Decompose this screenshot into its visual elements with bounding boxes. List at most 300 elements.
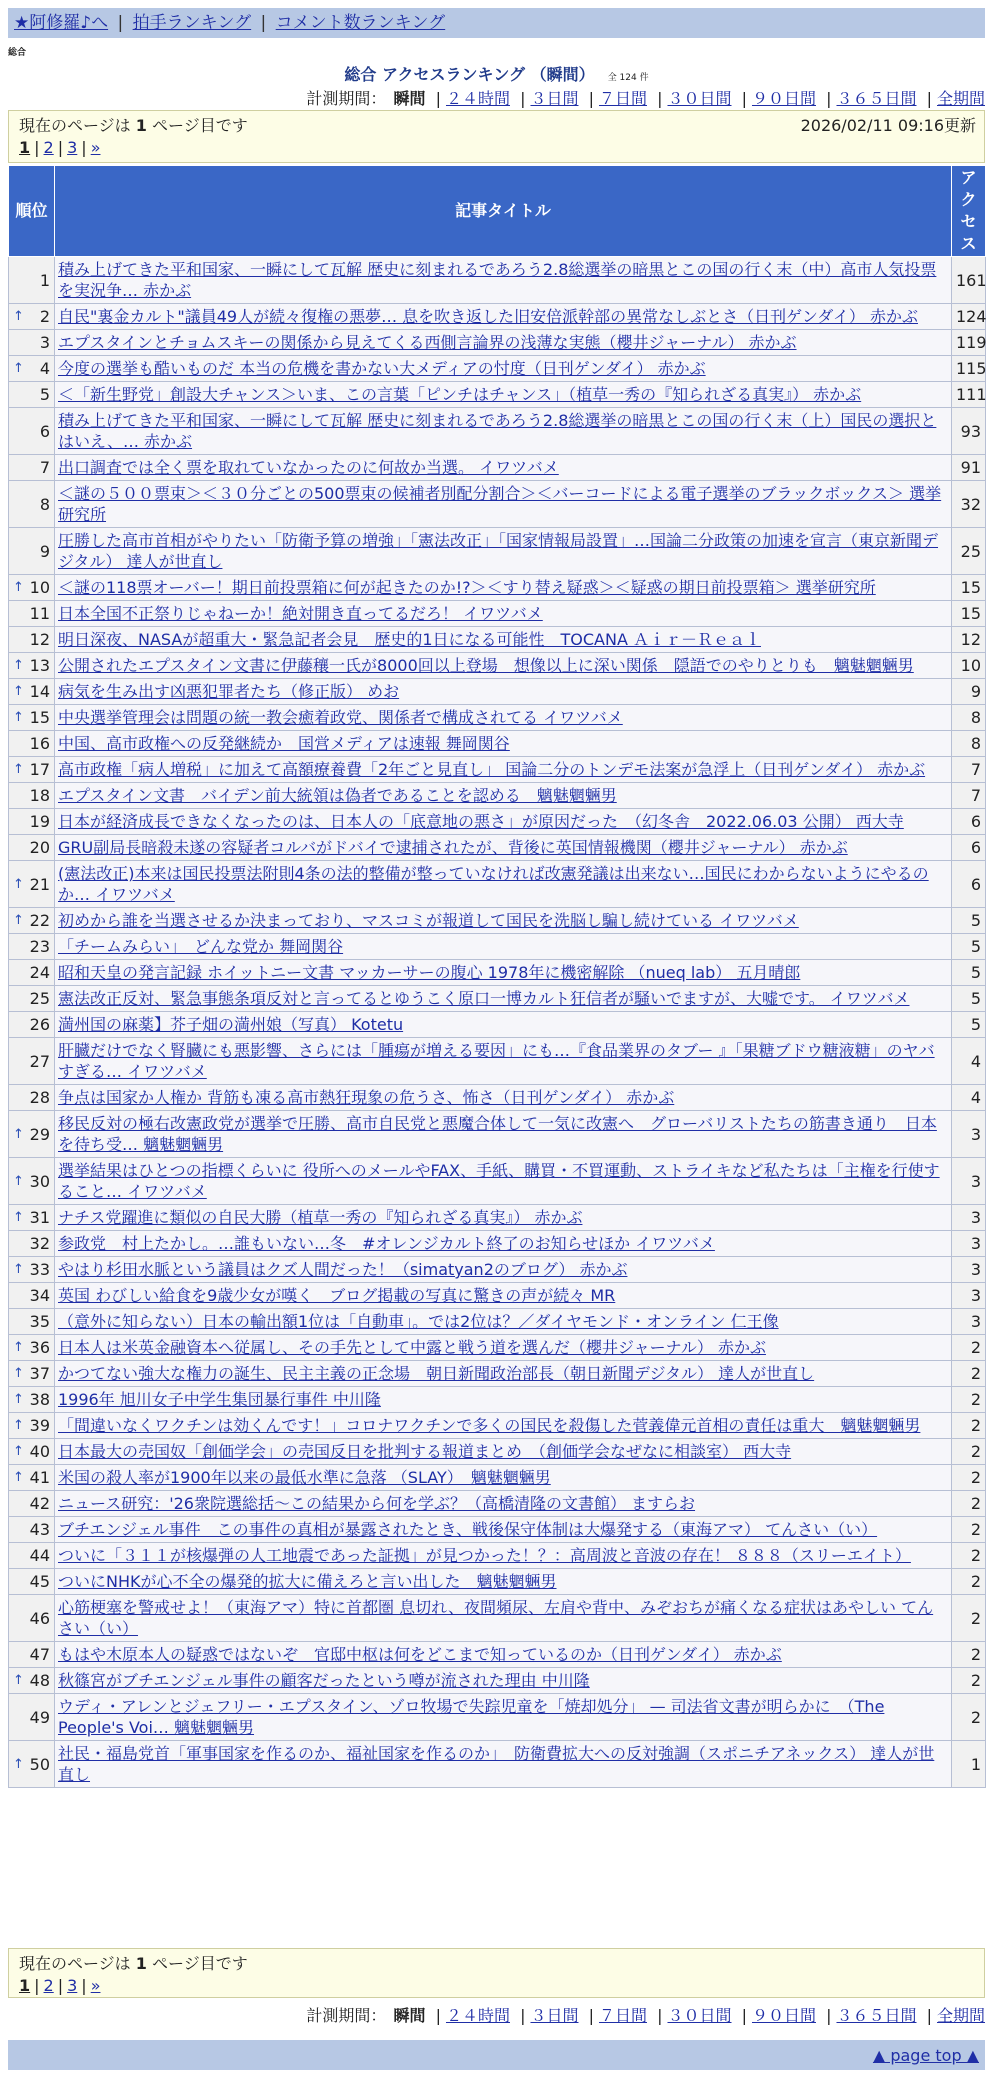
rank-cell [9,1387,55,1413]
rank-number: 46 [29,1608,50,1628]
access-count: 2 [952,1413,986,1439]
rank-cell [9,1413,55,1439]
title-cell [55,575,952,601]
table-row [9,1543,986,1569]
table-row [9,481,986,528]
period-selector-bottom: 計測期間： 瞬間 | ２４時間 | ３日間 | ７日間 | ３０日間 | ９０日間 | ３６５日間 | 全期間 [306,2006,985,2025]
access-count: 1 [952,1741,986,1788]
bottom-bar [8,2040,985,2070]
article-title-link[interactable]: 肝臓だけでなく腎臓にも悪影響、さらには「腫瘍が増える要因」にも…『食品業界のタブー 』「果糖ブドウ糖液糖」のヤバすぎる… イワツバメ [58,1041,935,1081]
rank-number: 20 [29,838,50,857]
article-title-link[interactable]: 「チームみらい」 どんな党か 舞岡関谷 [58,937,344,956]
article-title-link[interactable]: 英国 わびしい給食を9歳少女が嘆く ブログ掲載の写真に驚きの声が続々 MR [58,1286,616,1305]
article-title-link[interactable]: 選挙結果はひとつの指標くらいに 役所へのメールやFAX、手紙、購買・不買運動、ストライキなど私たちは「主権を行使すること… イワツバメ [58,1161,940,1201]
period-link-3d[interactable]: ３日間 [530,2006,579,2025]
title-cell [55,481,952,528]
rank-up-arrow-icon: ↑ [13,580,24,595]
title-cell [55,1439,952,1465]
rank-number: 44 [29,1546,50,1565]
article-title-link[interactable]: 憲法改正反対、緊急事態条項反対と言ってるとゆうこく原口一博カルト狂信者が騒いでますが、大嘘です。 イワツバメ [58,989,910,1008]
rank-cell [9,1741,55,1788]
title-cell [55,1085,952,1111]
rank-up-arrow-icon: ↑ [13,1262,24,1277]
article-title-link[interactable]: ナチス党躍進に類似の自民大勝（植草一秀の『知られざる真実』） 赤かぶ [58,1208,583,1227]
title-cell [55,304,952,330]
table-row [9,408,986,455]
rank-up-arrow-icon: ↑ [13,913,24,928]
article-title-link[interactable]: 社民・福島党首「軍事国家を作るのか、福祉国家を作るのか」 防衛費拡大への反対強調（スポニチアネックス） 達人が世直し [58,1744,935,1784]
table-row [9,1158,986,1205]
rank-cell [9,1642,55,1668]
period-label: 計測期間： [306,2006,387,2025]
rank-up-arrow-icon: ↑ [13,1340,24,1355]
rank-cell [9,1257,55,1283]
title-cell [55,356,952,382]
title-cell [55,1668,952,1694]
rank-number: 21 [29,874,50,894]
page-status: 現在のページは 1 ページ目です [19,1954,248,1973]
period-link-all[interactable]: 全期間 [936,2006,985,2025]
table-row [9,1517,986,1543]
rank-number: 15 [29,708,50,727]
title-cell [55,330,952,356]
article-title-link[interactable]: ＜謎の118票オーバー！期日前投票箱に何が起きたのか!?＞＜すり替え疑惑＞＜疑惑の期日前投票箱＞ 選挙研究所 [58,578,876,597]
table-row [9,356,986,382]
title-cell [55,1111,952,1158]
period-link-7d[interactable]: ７日間 [598,2006,647,2025]
article-title-link[interactable]: ニュース研究：'26衆院選総括～この結果から何を学ぶ？（高橋清隆の文書館） ますらお [58,1494,696,1513]
article-title-link[interactable]: 積み上げてきた平和国家、一瞬にして瓦解 歴史に刻まれるであろう2.8総選挙の暗黒とこの国の行く末（上）国民の選択とはいえ、… 赤かぶ [58,411,937,451]
table-row [9,1491,986,1517]
table-header-row [9,166,986,257]
period-link-all[interactable]: 全期間 [936,89,985,108]
rank-number: 48 [29,1671,50,1690]
access-count: 2 [952,1387,986,1413]
access-count: 2 [952,1595,986,1642]
title-cell [55,960,952,986]
rank-up-arrow-icon: ↑ [13,1366,24,1381]
table-row [9,257,986,304]
title-cell [55,861,952,908]
rank-number: 9 [39,541,50,561]
article-title-link[interactable]: エプスタイン文書 バイデン前大統領は偽者であることを認める 魑魅魍魎男 [58,786,617,805]
access-count: 8 [952,705,986,731]
rank-cell [9,575,55,601]
table-row [9,1085,986,1111]
rank-cell [9,731,55,757]
table-row [9,1569,986,1595]
title-cell [55,1335,952,1361]
title-cell [55,1569,952,1595]
header-rank: 順位 [9,166,55,257]
rank-number: 8 [39,494,50,514]
table-row [9,455,986,481]
article-title-link[interactable]: 出口調査では全く票を取れていなかったのに何故か当選。 イワツバメ [58,458,559,477]
rank-cell [9,1361,55,1387]
rank-cell [9,455,55,481]
table-row [9,1387,986,1413]
table-row [9,1595,986,1642]
article-title-link[interactable]: 明日深夜、NASAが超重大・緊急記者会見 歴史的1日になる可能性 TOCANA Ａｉｒ－Ｒｅａｌ [58,630,761,649]
table-row [9,653,986,679]
rank-cell [9,1491,55,1517]
rank-number: 34 [29,1286,50,1305]
article-title-link[interactable]: やはり杉田水脈という議員はクズ人間だった！（simatyan2のブログ） 赤かぶ [58,1260,628,1279]
nav-separator: | [117,13,124,33]
period-link-30d[interactable]: ３０日間 [667,89,732,108]
rank-cell [9,1668,55,1694]
title-cell [55,1012,952,1038]
article-title-link[interactable]: 移民反対の極右改憲政党が選挙で圧勝、高市自民党と悪魔合体して一気に改憲へ グローバリストたちの筋書き通り 日本を待ち受… 魑魅魍魎男 [58,1114,937,1154]
comment-ranking-link[interactable]: コメント数ランキング [275,13,446,33]
table-row [9,1439,986,1465]
access-count: 3 [952,1158,986,1205]
table-row [9,861,986,908]
rank-number: 24 [29,963,50,982]
table-row [9,1111,986,1158]
rank-cell [9,1038,55,1085]
rank-number: 30 [29,1171,50,1191]
title-cell [55,1465,952,1491]
rank-up-arrow-icon: ↑ [13,710,24,725]
article-title-link[interactable]: 日本最大の売国奴「創価学会」の売国反日を批判する報道まとめ （創価学会なぜなに相談室） 西大寺 [58,1442,792,1461]
current-page-number: 1 [135,1954,147,1973]
rank-cell [9,1569,55,1595]
period-link-3d[interactable]: ３日間 [530,89,579,108]
period-link-90d[interactable]: ９０日間 [751,89,816,108]
article-title-link[interactable]: 中国、高市政権への反発継続か 国営メディアは速報 舞岡関谷 [58,734,510,753]
table-row [9,601,986,627]
rank-cell [9,986,55,1012]
rank-up-arrow-icon: ↑ [13,1444,24,1459]
article-title-link[interactable]: ついに「３１１が核爆弾の人工地震であった証拠」が見つかった！？：高周波と音波の存在！ ８８８（スリーエイト） [58,1546,911,1565]
rank-number: 38 [29,1390,50,1409]
access-count: 25 [952,528,986,575]
title-cell [55,528,952,575]
table-row [9,1642,986,1668]
title-cell [55,757,952,783]
article-title-link[interactable]: かつてない強大な権力の誕生、民主主義の正念場 朝日新聞政治部長（朝日新聞デジタル） 達人が世直し [58,1364,815,1383]
article-title-link[interactable]: 中央選挙管理会は問題の統一教会癒着政党、関係者で構成されてる イワツバメ [58,708,623,727]
access-count: 12 [952,627,986,653]
rank-number: 10 [29,578,50,597]
rank-cell [9,809,55,835]
rank-number: 7 [39,458,50,477]
title-cell [55,627,952,653]
rank-number: 49 [29,1707,50,1727]
rank-number: 29 [29,1124,50,1144]
rank-cell [9,1111,55,1158]
access-count: 3 [952,1205,986,1231]
article-title-link[interactable]: 積み上げてきた平和国家、一瞬にして瓦解 歴史に刻まれるであろう2.8総選挙の暗黒とこの国の行く末（中）高市人気投票を実況争… 赤かぶ [58,260,937,300]
title-cell [55,1387,952,1413]
period-link-24h[interactable]: ２４時間 [445,89,510,108]
table-row [9,835,986,861]
page-link-3[interactable]: 3 [67,1976,78,1995]
access-count: 2 [952,1361,986,1387]
table-row [9,1335,986,1361]
article-title-link[interactable]: ブチエンジェル事件 この事件の真相が暴露されたとき、戦後保守体制は大爆発する（東海アマ） てんさい（い） [58,1520,878,1539]
rank-number: 32 [29,1234,50,1253]
table-row [9,304,986,330]
article-title-link[interactable]: 1996年 旭川女子中学生集団暴行事件 中川隆 [58,1390,381,1409]
article-title-link[interactable]: 今度の選挙も酷いものだ 本当の危機を書かない大メディアの忖度（日刊ゲンダイ） 赤かぶ [58,359,706,378]
ranking-heading [0,62,993,85]
home-link[interactable]: ★阿修羅♪へ [14,13,109,33]
access-count: 2 [952,1569,986,1595]
article-title-link[interactable]: （意外に知らない）日本の輸出額1位は「自動車」。では2位は？／ダイヤモンド・オンライン 仁王像 [58,1312,779,1331]
access-count: 3 [952,1231,986,1257]
page-link-current: 1 [19,1976,31,1995]
access-count: 115 [952,356,986,382]
article-title-link[interactable]: 日本が経済成長できなくなったのは、日本人の「底意地の悪さ」が原因だった （幻冬舎 2022.06.03 公開） 西大寺 [58,812,904,831]
rank-up-arrow-icon: ↑ [13,1673,24,1688]
page-link-3[interactable]: 3 [67,138,78,157]
ranking-table [8,165,986,1788]
rank-cell [9,861,55,908]
rank-number: 39 [29,1416,50,1435]
access-count: 2 [952,1517,986,1543]
rank-cell [9,528,55,575]
period-current: 瞬間 [393,89,426,108]
rank-number: 4 [39,359,50,378]
table-row [9,382,986,408]
access-count: 124 [952,304,986,330]
title-cell [55,783,952,809]
access-count: 32 [952,481,986,528]
rank-cell [9,1231,55,1257]
article-title-link[interactable]: 高市政権「病人増税」に加えて高額療養費「2年ごと見直し」 国論二分のトンデモ法案が急浮上（日刊ゲンダイ） 赤かぶ [58,760,926,779]
rank-cell [9,1085,55,1111]
period-selector-top: 計測期間： 瞬間 | ２４時間 | ３日間 | ７日間 | ３０日間 | ９０日間 | ３６５日間 | 全期間 [306,89,985,108]
rank-cell [9,1012,55,1038]
access-count: 2 [952,1335,986,1361]
article-title-link[interactable]: ついにNHKが心不全の爆発的拡大に備えろと言い出した 魑魅魍魎男 [58,1572,557,1591]
page-links: 1 | 2 | 3 | » [19,1976,101,1995]
title-cell [55,257,952,304]
article-title-link[interactable]: 米国の殺人率が1900年以来の最低水準に急落 （SLAY） 魑魅魍魎男 [58,1468,551,1487]
table-row [9,783,986,809]
access-count: 5 [952,1012,986,1038]
article-title-link[interactable]: 自民"裏金カルト"議員49人が続々復権の悪夢… 息を吹き返した旧安倍派幹部の異常なしぶとさ（日刊ゲンダイ） 赤かぶ [58,307,918,326]
article-title-link[interactable]: ＜謎の５００票束＞＜３０分ごとの500票束の候補者別配分割合＞＜バーコードによる電子選挙のブラックボックス＞ 選挙研究所 [58,484,942,524]
title-cell [55,1517,952,1543]
access-count: 3 [952,1257,986,1283]
table-row [9,1257,986,1283]
page-next-link[interactable]: » [90,1976,101,1995]
period-link-365d[interactable]: ３６５日間 [836,89,917,108]
page-links: 1 | 2 | 3 | » [19,138,101,157]
table-row [9,1205,986,1231]
period-link-365d[interactable]: ３６５日間 [836,2006,917,2025]
page-top-link[interactable]: ▲ page top ▲ [872,2046,979,2065]
period-current: 瞬間 [393,2006,426,2025]
article-title-link[interactable]: 昭和天皇の発言記録 ホイットニー文書 マッカーサーの腹心 1978年に機密解除 （nueq lab） 五月晴郎 [58,963,801,982]
rank-cell [9,1694,55,1741]
title-cell [55,1413,952,1439]
header-access: アクセス [952,166,986,257]
rank-cell [9,1158,55,1205]
article-title-link[interactable]: 心筋梗塞を警戒せよ！（東海アマ）特に首都圏 息切れ、夜間頻尿、左肩や背中、みぞおちが痛くなる症状はあやしい てんさい（い） [58,1598,934,1638]
access-count: 2 [952,1491,986,1517]
article-title-link[interactable]: エプスタインとチョムスキーの関係から見えてくる西側言論界の浅薄な実態（櫻井ジャーナル） 赤かぶ [58,333,797,352]
category-tag: 総合 [8,48,27,58]
rank-up-arrow-icon: ↑ [13,1173,24,1189]
period-label: 計測期間： [306,89,387,108]
access-count: 9 [952,679,986,705]
table-row [9,575,986,601]
article-title-link[interactable]: 秋篠宮がブチエンジェル事件の顧客だったという噂が流された理由 中川隆 [58,1671,590,1690]
article-title-link[interactable]: もはや木原本人の疑惑ではないぞ 官邸中枢は何をどこまで知っているのか（日刊ゲンダイ） 赤かぶ [58,1645,782,1664]
updated-timestamp: 2026/02/11 09:16更新 [800,116,976,135]
access-count: 10 [952,653,986,679]
rank-number: 47 [29,1645,50,1664]
table-row [9,1741,986,1788]
period-link-30d[interactable]: ３０日間 [667,2006,732,2025]
title-cell [55,1309,952,1335]
rank-cell [9,1439,55,1465]
ranking-table-body [9,257,986,1788]
rank-cell [9,1517,55,1543]
article-title-link[interactable]: 公開されたエプスタイン文書に伊藤穰一氏が8000回以上登場 想像以上に深い関係 隠語でのやりとりも 魑魅魍魎男 [58,656,914,675]
rank-cell [9,934,55,960]
article-title-link[interactable]: ＜「新生野党」創設大チャンス＞いま、この言葉「ピンチはチャンス」（植草一秀の『知られざる真実』） 赤かぶ [58,385,862,404]
table-row [9,1038,986,1085]
page-link-2[interactable]: 2 [43,1976,54,1995]
rank-cell [9,304,55,330]
access-count: 5 [952,960,986,986]
article-title-link[interactable]: 日本全国不正祭りじゃねーか！絶対開き直ってるだろ！ イワツバメ [58,604,543,623]
table-row [9,809,986,835]
title-cell [55,1741,952,1788]
access-count: 111 [952,382,986,408]
table-row [9,627,986,653]
article-title-link[interactable]: 病気を生み出す凶悪犯罪者たち（修正版） めお [58,682,400,701]
access-count: 2 [952,1543,986,1569]
access-count: 5 [952,934,986,960]
rank-number: 2 [39,307,50,326]
rank-number: 26 [29,1015,50,1034]
rank-number: 36 [29,1338,50,1357]
rank-number: 33 [29,1260,50,1279]
rank-cell [9,1465,55,1491]
page-link-2[interactable]: 2 [43,138,54,157]
title-cell [55,731,952,757]
rank-up-arrow-icon: ↑ [13,1126,24,1142]
table-row [9,528,986,575]
top-nav-bar [8,8,985,38]
rank-up-arrow-icon: ↑ [13,762,24,777]
access-count: 119 [952,330,986,356]
rank-number: 43 [29,1520,50,1539]
article-title-link[interactable]: GRU副局長暗殺未遂の容疑者コルバがドバイで逮捕されたが、背後に英国情報機関（櫻井ジャーナル） 赤かぶ [58,838,848,857]
period-link-24h[interactable]: ２４時間 [445,2006,510,2025]
access-count: 6 [952,861,986,908]
pager-bottom [8,1948,985,1998]
table-row [9,757,986,783]
rank-number: 25 [29,989,50,1008]
access-count: 15 [952,575,986,601]
article-title-link[interactable]: (憲法改正)本来は国民投票法附則4条の法的整備が整っていなければ改憲発議は出来ない…国民にわからないようにやるのか… イワツバメ [58,864,929,904]
table-row [9,731,986,757]
title-cell [55,1205,952,1231]
title-cell [55,934,952,960]
title-cell [55,1257,952,1283]
table-row [9,705,986,731]
rank-cell [9,679,55,705]
rank-cell [9,1205,55,1231]
table-row [9,1283,986,1309]
article-title-link[interactable]: 争点は国家か人権か 背筋も凍る高市熱狂現象の危うさ、怖さ（日刊ゲンダイ） 赤かぶ [58,1088,675,1107]
rank-cell [9,627,55,653]
rank-up-arrow-icon: ↑ [13,1470,24,1485]
rank-number: 5 [39,385,50,404]
page-next-link[interactable]: » [90,138,101,157]
title-cell [55,1543,952,1569]
title-cell [55,1491,952,1517]
total-count: 全 124 件 [607,73,649,83]
rank-cell [9,705,55,731]
article-title-link[interactable]: 満州国の麻薬】芥子畑の満州娘（写真） Kotetu [58,1015,404,1034]
article-title-link[interactable]: ウディ・アレンとジェフリー・エプスタイン、ゾロ牧場で失踪児童を「焼却処分」 — 司法省文書が明らかに （The People's Voi… 魑魅魍魎男 [58,1697,885,1737]
title-cell [55,1642,952,1668]
access-count: 3 [952,1309,986,1335]
title-cell [55,1595,952,1642]
rank-number: 27 [29,1051,50,1071]
title-cell [55,1038,952,1085]
title-cell [55,653,952,679]
title-cell [55,408,952,455]
rank-up-arrow-icon: ↑ [13,876,24,892]
title-cell [55,1283,952,1309]
rank-number: 11 [29,604,50,623]
title-cell [55,986,952,1012]
table-row [9,986,986,1012]
article-title-link[interactable]: 日本人は米英金融資本へ従属し、その手先として中露と戦う道を選んだ（櫻井ジャーナル） 赤かぶ [58,1338,766,1357]
title-cell [55,835,952,861]
rank-up-arrow-icon: ↑ [13,1210,24,1225]
rank-number: 42 [29,1494,50,1513]
access-count: 161 [952,257,986,304]
page-title: 総合 アクセスランキング （瞬間） [344,65,595,84]
title-cell [55,705,952,731]
rank-number: 31 [29,1208,50,1227]
table-row [9,960,986,986]
clap-ranking-link[interactable]: 拍手ランキング [132,13,252,33]
article-title-link[interactable]: 参政党 村上たかし。…誰もいない…冬 #オレンジカルト終了のお知らせほか イワツバメ [58,1234,715,1253]
rank-up-arrow-icon: ↑ [13,1392,24,1407]
article-title-link[interactable]: 圧勝した高市首相がやりたい「防衛予算の増強」「憲法改正」「国家情報局設置」…国論二分政策の加速を宣言（東京新聞デジタル） 達人が世直し [58,531,939,571]
article-title-link[interactable]: 「間違いなくワクチンは効くんです！」コロナワクチンで多くの国民を殺傷した菅義偉元首相の責任は重大 魑魅魍魎男 [58,1416,921,1435]
table-row [9,330,986,356]
table-row [9,1309,986,1335]
title-cell [55,908,952,934]
access-count: 2 [952,1668,986,1694]
rank-cell [9,408,55,455]
table-row [9,908,986,934]
rank-number: 23 [29,937,50,956]
rank-cell [9,1543,55,1569]
rank-number: 50 [29,1754,50,1774]
rank-cell [9,1283,55,1309]
period-link-90d[interactable]: ９０日間 [751,2006,816,2025]
rank-up-arrow-icon: ↑ [13,309,24,324]
access-count: 3 [952,1111,986,1158]
table-row [9,679,986,705]
period-link-7d[interactable]: ７日間 [598,89,647,108]
article-title-link[interactable]: 初めから誰を当選させるか決まっており、マスコミが報道して国民を洗脳し騙し続けている イワツバメ [58,911,799,930]
rank-up-arrow-icon: ↑ [13,684,24,699]
